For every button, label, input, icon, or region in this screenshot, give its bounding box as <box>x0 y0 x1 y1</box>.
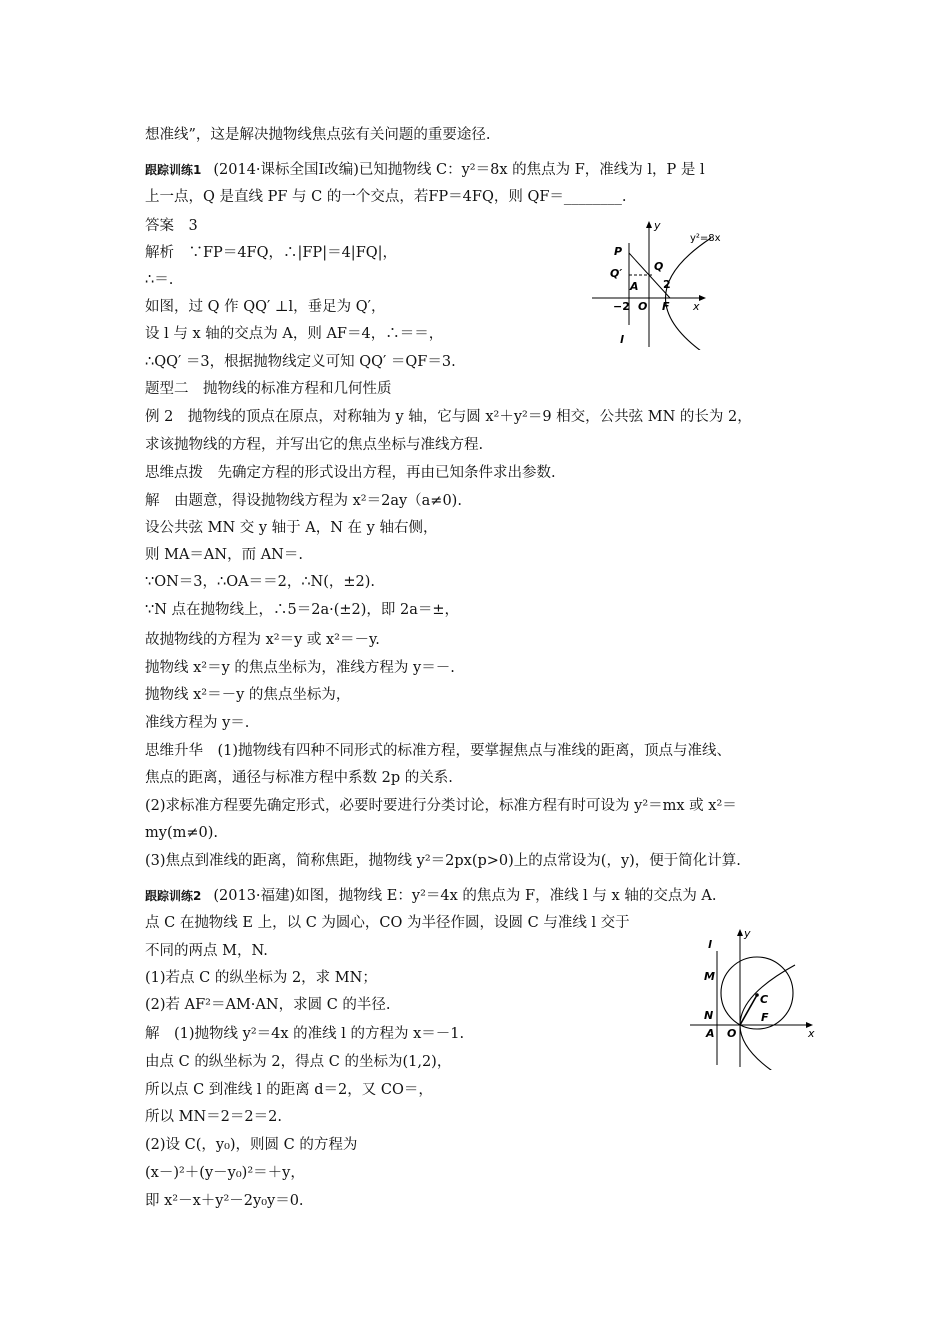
line-3: 答案 3 <box>145 218 198 234</box>
line-5: ∴＝. <box>145 272 174 288</box>
line-38: 即 x²－x＋y²－2y₀y＝0. <box>145 1193 304 1209</box>
line-15: 则 MA＝AN，而 AN＝. <box>145 547 303 563</box>
label-equation: y²=8x <box>690 233 721 244</box>
line-23: 焦点的距离，通径与标准方程中系数 2p 的关系. <box>145 770 453 786</box>
label-y: y <box>744 927 751 940</box>
line-37: (x－)²＋(y－y₀)²＝＋y， <box>145 1165 305 1181</box>
line-21: 准线方程为 y＝. <box>145 715 250 731</box>
line-35: 所以 MN＝2＝2＝2. <box>145 1109 282 1125</box>
line-26: (3)焦点到准线的距离，简称焦距，抛物线 y²＝2px(p>0)上的点常设为(，y)，便于简化计算. <box>145 853 741 869</box>
label-minus2: −2 <box>613 300 630 313</box>
line-1-text: (2014·课标全国Ⅰ改编)已知抛物线 C：y²＝8x 的焦点为 F，准线为 l，P 是 l <box>213 162 705 178</box>
line-14: 设公共弦 MN 交 y 轴于 A，N 在 y 轴右侧， <box>145 520 438 536</box>
line-2: 上一点，Q 是直线 PF 与 C 的一个交点，若FP＝4FQ，则 QF＝________. <box>145 189 627 205</box>
line-6: 如图，过 Q 作 QQ′ ⊥l，垂足为 Q′， <box>145 299 386 315</box>
label-N: N <box>704 1009 714 1022</box>
label-F: F <box>662 300 670 313</box>
line-16: ∵ON＝3，∴OA＝＝2，∴N(，±2). <box>145 574 376 590</box>
line-28: 点 C 在抛物线 E 上，以 C 为圆心，CO 为半径作圆，设圆 C 与准线 l 交于 <box>145 915 630 931</box>
section-heading: 题型二 抛物线的标准方程和几何性质 <box>145 381 392 397</box>
line-27 <box>145 886 717 906</box>
line-31: (2)若 AF²＝AM·AN，求圆 C 的半径. <box>145 997 391 1013</box>
label-P: P <box>614 245 623 258</box>
line-4: 解析 ∵FP＝4FQ，∴|FP|＝4|FQ|， <box>145 245 398 261</box>
line-0: 想准线”，这是解决抛物线焦点弦有关问题的重要途径. <box>145 127 491 143</box>
label-F: F <box>761 1011 769 1024</box>
label-x: x <box>693 300 700 313</box>
circle-C <box>721 957 793 1029</box>
line-27-text: (2013·福建)如图，抛物线 E：y²＝4x 的焦点为 F，准线 l 与 x 轴的交点为 A. <box>213 888 717 904</box>
label-O: O <box>638 300 648 313</box>
line-19: 抛物线 x²＝y 的焦点坐标为，准线方程为 y＝－. <box>145 660 455 676</box>
line-13: 解 由题意，得设抛物线方程为 x²＝2ay（a≠0). <box>145 493 462 509</box>
line-8: ∴QQ′ ＝3，根据抛物线定义可知 QQ′ ＝QF＝3. <box>145 354 456 370</box>
label-A: A <box>706 1027 715 1040</box>
line-1 <box>145 160 705 180</box>
line-17: ∵N 点在抛物线上，∴5＝2a·(±2)，即 2a＝±， <box>145 602 460 618</box>
line-10: 例 2 抛物线的顶点在原点，对称轴为 y 轴，它与圆 x²＋y²＝9 相交，公共弦 MN 的长为 2， <box>145 409 752 425</box>
y-axis-arrow <box>646 221 652 228</box>
line-36: (2)设 C(，y₀)，则圆 C 的方程为 <box>145 1137 358 1153</box>
label-x: x <box>808 1027 815 1040</box>
line-11: 求该抛物线的方程，并写出它的焦点坐标与准线方程. <box>145 437 484 453</box>
exercise-tag: 跟踪训练2 <box>145 889 202 903</box>
y-axis-arrow <box>737 929 743 936</box>
label-A: A <box>630 280 639 293</box>
label-O: O <box>727 1027 737 1040</box>
figure-parabola-1 <box>580 215 730 350</box>
figure-parabola-2 <box>685 925 825 1070</box>
line-24: (2)求标准方程要先确定形式，必要时要进行分类讨论，标准方程有时可设为 y²＝mx 或 x²＝ <box>145 798 737 814</box>
label-C: C <box>760 993 769 1006</box>
segment-CO <box>740 995 757 1025</box>
line-32: 解 (1)抛物线 y²＝4x 的准线 l 的方程为 x＝－1. <box>145 1026 465 1042</box>
x-axis-arrow <box>699 295 706 301</box>
label-2: 2 <box>663 278 671 291</box>
line-12: 思维点拨 先确定方程的形式设出方程，再由已知条件求出参数. <box>145 465 556 481</box>
label-Q1: Q′ <box>610 267 623 280</box>
label-y: y <box>654 219 661 232</box>
line-34: 所以点 C 到准线 l 的距离 d＝2，又 CO＝， <box>145 1082 433 1098</box>
line-25: my(m≠0). <box>145 825 218 841</box>
label-M: M <box>704 970 715 983</box>
label-Q: Q <box>654 260 664 273</box>
exercise-tag: 跟踪训练1 <box>145 163 202 177</box>
label-l: l <box>620 333 624 346</box>
line-7: 设 l 与 x 轴的交点为 A，则 AF＝4，∴＝＝， <box>145 326 444 342</box>
line-29: 不同的两点 M，N. <box>145 943 268 959</box>
label-l: l <box>708 938 712 951</box>
line-18: 故抛物线的方程为 x²＝y 或 x²＝－y. <box>145 632 380 648</box>
line-22: 思维升华 (1)抛物线有四种不同形式的标准方程，要掌握焦点与准线的距离，顶点与准线、 <box>145 743 732 759</box>
point-C <box>755 993 759 997</box>
line-33: 由点 C 的纵坐标为 2，得点 C 的坐标为(1,2)， <box>145 1054 452 1070</box>
line-20: 抛物线 x²＝－y 的焦点坐标为， <box>145 687 351 703</box>
line-30: (1)若点 C 的纵坐标为 2，求 MN； <box>145 970 377 986</box>
parabola-curve <box>666 238 712 350</box>
